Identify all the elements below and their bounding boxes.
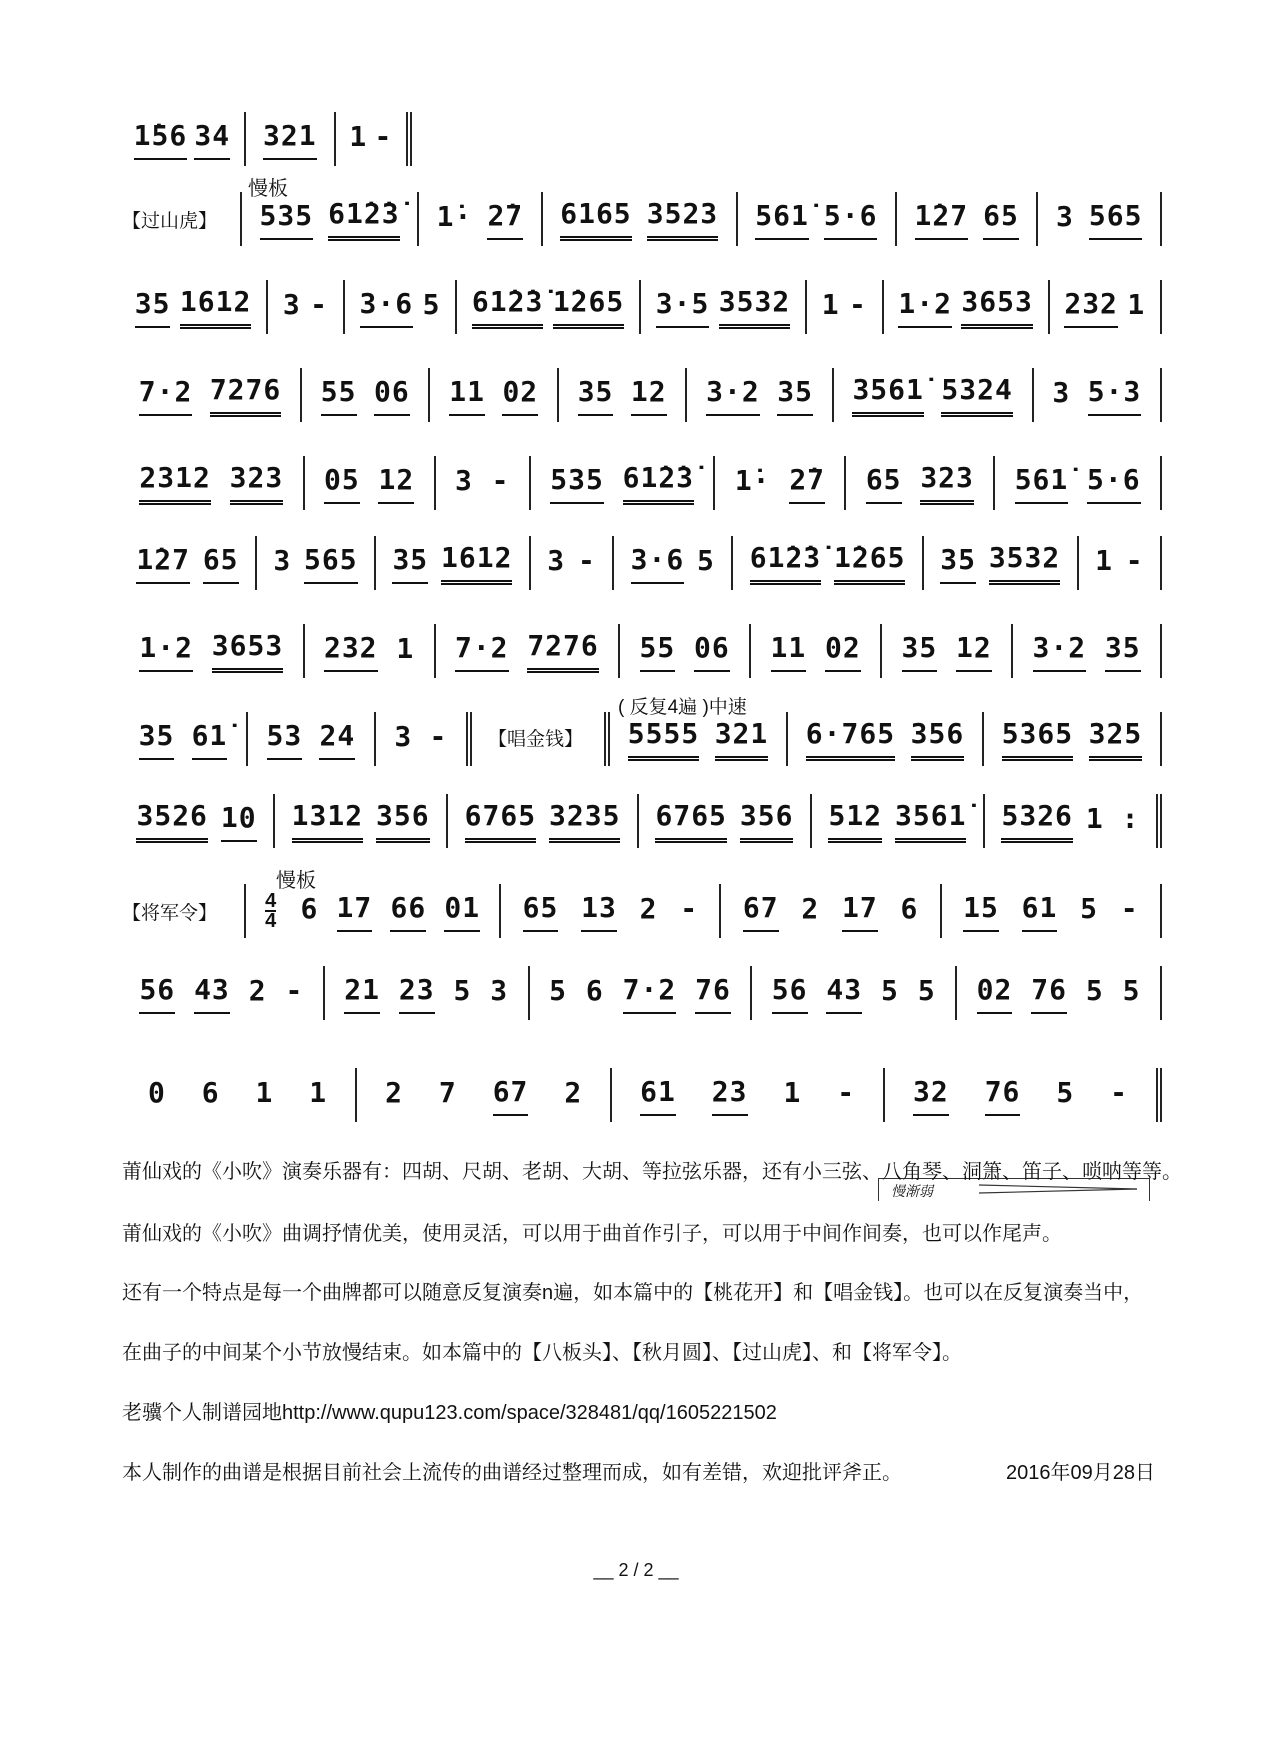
note-group: 2312 bbox=[139, 461, 210, 505]
note-group: 1 bbox=[396, 631, 415, 665]
note-group: 35 bbox=[940, 543, 976, 584]
measure bbox=[942, 884, 1162, 938]
note-group: 1̇27 bbox=[915, 199, 969, 240]
note-group: 35 bbox=[578, 375, 614, 416]
note-group: 65 bbox=[523, 891, 559, 932]
note-group: 55 bbox=[321, 375, 357, 416]
measure-row bbox=[120, 276, 1162, 338]
measure bbox=[721, 884, 941, 938]
note-group: 61 bbox=[1022, 891, 1058, 932]
note-group: 35 bbox=[139, 719, 175, 760]
note-group: 2 bbox=[564, 1075, 583, 1109]
note-group: 35 bbox=[777, 375, 813, 416]
measure-row bbox=[120, 962, 1162, 1024]
measure-row bbox=[120, 1064, 1162, 1126]
note-group: 24 bbox=[319, 719, 355, 760]
note-group: 3 bbox=[394, 719, 413, 753]
note-group: - bbox=[374, 119, 393, 153]
measure bbox=[752, 966, 957, 1020]
note-group: 5·6 bbox=[824, 199, 878, 240]
measure bbox=[751, 624, 882, 678]
page-number: __ 2 / 2 __ bbox=[593, 1560, 679, 1580]
measure bbox=[419, 192, 543, 246]
measure bbox=[641, 280, 807, 334]
note-group: 6 bbox=[900, 891, 919, 925]
note-group: 5 bbox=[422, 287, 441, 321]
note-group: 1612 bbox=[180, 285, 251, 329]
measure bbox=[738, 192, 897, 246]
score-line-2 bbox=[0, 172, 1272, 242]
note-group: 5365 bbox=[1002, 717, 1073, 761]
note-group: 61̇2̇3̇ bbox=[750, 541, 821, 585]
note-group: 6·765 bbox=[806, 717, 895, 761]
measure-row bbox=[120, 620, 1162, 682]
note-group: - bbox=[1110, 1075, 1128, 1109]
score-line-7 bbox=[0, 620, 1272, 690]
note-group: 565 bbox=[304, 543, 358, 584]
measure-row bbox=[604, 708, 1162, 770]
note-group: 2 bbox=[385, 1075, 403, 1109]
note-group: 0 bbox=[147, 1075, 166, 1109]
measure bbox=[305, 624, 436, 678]
note-group: 3 bbox=[273, 543, 292, 577]
measure bbox=[543, 192, 738, 246]
note-group: - bbox=[680, 891, 699, 925]
note-group: 2 bbox=[801, 891, 820, 925]
note-group: 3561̇ bbox=[895, 799, 966, 843]
note-group: 323 bbox=[920, 461, 974, 505]
note-group: 1·2 bbox=[139, 631, 193, 672]
measure bbox=[995, 456, 1162, 510]
measure bbox=[604, 712, 788, 766]
note-group: 3 bbox=[547, 543, 566, 577]
note-group: 3532 bbox=[989, 541, 1060, 585]
measure bbox=[924, 536, 1079, 590]
score-line-6 bbox=[0, 532, 1272, 602]
note-group: 61 bbox=[640, 1075, 676, 1116]
note-group: 1 bbox=[349, 119, 368, 153]
measure bbox=[531, 536, 614, 590]
measure-row bbox=[120, 364, 1162, 426]
measure bbox=[120, 966, 325, 1020]
note-group: 1̇265 bbox=[834, 541, 905, 585]
note-group: 3·6 bbox=[360, 287, 414, 328]
note-group: 7·2 bbox=[623, 973, 677, 1014]
note-group: - bbox=[1120, 891, 1139, 925]
note-paragraph: 在曲子的中间某个小节放慢结束。如本篇中的【八板头】、【秋月圆】、【过山虎】、和【将军令】。 bbox=[122, 1342, 962, 1364]
note-group: 7·2 bbox=[139, 375, 193, 416]
measure bbox=[436, 624, 621, 678]
note-group: 35 bbox=[135, 287, 171, 328]
measure bbox=[275, 794, 448, 848]
measure bbox=[448, 794, 639, 848]
note-group: 56 bbox=[139, 973, 175, 1014]
measure bbox=[120, 456, 305, 510]
measure bbox=[531, 456, 716, 510]
note-group: 3526 bbox=[136, 799, 207, 843]
measure bbox=[1050, 280, 1162, 334]
note-group: 61̇ bbox=[192, 719, 228, 760]
measure bbox=[885, 1068, 1162, 1122]
note-group: 15 bbox=[963, 891, 999, 932]
note-group: 561̇ bbox=[755, 199, 809, 240]
note-group: 535 bbox=[260, 199, 314, 240]
measure-row bbox=[120, 708, 472, 770]
time-signature bbox=[265, 892, 276, 930]
note-group: 561̇ bbox=[1015, 463, 1069, 504]
measure bbox=[120, 712, 248, 766]
note-group: 1̇· bbox=[734, 463, 771, 497]
note-group: 61̇2̇3̇ bbox=[623, 461, 694, 505]
note-group: 323 bbox=[230, 461, 284, 505]
measure-row bbox=[120, 532, 1162, 594]
note-group: 3653 bbox=[212, 629, 283, 673]
measure bbox=[501, 884, 721, 938]
measure-row bbox=[120, 790, 1162, 852]
note-group: 1·2 bbox=[898, 287, 952, 328]
note-group: 43 bbox=[826, 973, 862, 1014]
note-group: 1 bbox=[1127, 287, 1146, 321]
note-group: 5·3 bbox=[1088, 375, 1142, 416]
note-group: 65 bbox=[983, 199, 1019, 240]
note-group: 5324 bbox=[941, 373, 1012, 417]
note-group: 11 bbox=[771, 631, 807, 672]
note-group: 35 bbox=[392, 543, 428, 584]
note-group: 53 bbox=[267, 719, 303, 760]
note-group: 7276 bbox=[527, 629, 598, 673]
note-group: 5 bbox=[549, 973, 567, 1007]
measure-row bbox=[120, 452, 1162, 514]
measure bbox=[457, 280, 641, 334]
note-group: 321 bbox=[715, 717, 769, 761]
note-group: 1̇265 bbox=[553, 285, 624, 329]
note-group: 565 bbox=[1089, 199, 1143, 240]
measure bbox=[244, 884, 501, 938]
note-group: 6765 bbox=[465, 799, 536, 843]
note-group: 5 bbox=[453, 973, 472, 1007]
note-group: 61̇2̇3̇ bbox=[472, 285, 543, 329]
note-group: 02 bbox=[825, 631, 861, 672]
measure bbox=[345, 280, 457, 334]
note-group: 1̇27 bbox=[136, 543, 190, 584]
section-label: 【将军令】 bbox=[122, 903, 218, 924]
note-group: 2 bbox=[248, 973, 267, 1007]
note-group: 5 bbox=[1085, 973, 1104, 1007]
note-group: 76 bbox=[1031, 973, 1067, 1014]
note-group: 356 bbox=[376, 799, 430, 843]
note-group: 32 bbox=[913, 1075, 949, 1116]
note-group: - bbox=[429, 719, 448, 753]
measure bbox=[436, 456, 531, 510]
measure bbox=[120, 794, 275, 848]
measure bbox=[612, 1068, 885, 1122]
note-group: - bbox=[577, 543, 596, 577]
measure bbox=[882, 624, 1013, 678]
note-group: 232 bbox=[1064, 287, 1118, 328]
measure bbox=[687, 368, 833, 422]
note-group: 05 bbox=[324, 463, 360, 504]
note-group: 06 bbox=[374, 375, 410, 416]
date: 2016年09月28日 bbox=[1006, 1462, 1155, 1484]
note-group: 3 bbox=[1055, 199, 1074, 233]
note-group: 1 : bbox=[1085, 801, 1140, 835]
measure bbox=[1038, 192, 1162, 246]
note-group: 5 bbox=[1122, 973, 1141, 1007]
note-group: 356 bbox=[911, 717, 965, 761]
author-link[interactable]: 老骥个人制谱园地http://www.qupu123.com/space/328481/qq/1605221502 bbox=[122, 1402, 777, 1424]
measure bbox=[639, 794, 812, 848]
note-group: 3235 bbox=[549, 799, 620, 843]
note-group: 35 bbox=[1105, 631, 1141, 672]
measure bbox=[733, 536, 924, 590]
note-group: 56 bbox=[772, 973, 808, 1014]
note-group: 1̇56 bbox=[134, 119, 188, 160]
measure bbox=[336, 112, 412, 166]
measure bbox=[430, 368, 558, 422]
note-group: 6 bbox=[201, 1075, 220, 1109]
measure bbox=[120, 280, 268, 334]
note-group: 67 bbox=[743, 891, 779, 932]
measure bbox=[985, 794, 1162, 848]
note-group: 232 bbox=[324, 631, 378, 672]
measure bbox=[614, 536, 733, 590]
measure bbox=[376, 536, 531, 590]
note-group: - bbox=[1125, 543, 1144, 577]
measure bbox=[812, 794, 985, 848]
note-group: 7·2 bbox=[455, 631, 509, 672]
measure bbox=[325, 966, 530, 1020]
note-group: 1612 bbox=[441, 541, 512, 585]
note-group: 7276 bbox=[210, 373, 281, 417]
measure bbox=[120, 112, 246, 166]
note-group: 535 bbox=[550, 463, 604, 504]
measure bbox=[120, 536, 257, 590]
measure bbox=[305, 456, 436, 510]
note-group: 5 bbox=[917, 973, 936, 1007]
dim-marking: 慢渐弱 bbox=[891, 1183, 933, 1199]
note-group: 5 bbox=[697, 543, 715, 577]
measure-row bbox=[120, 108, 412, 170]
note-group: 3532 bbox=[719, 285, 790, 329]
note-group: 10 bbox=[221, 801, 257, 842]
note-group: 7 bbox=[438, 1075, 457, 1109]
measure bbox=[1034, 368, 1162, 422]
measure bbox=[559, 368, 687, 422]
repeat-tempo-note: ( 反复4遍 )中速 bbox=[618, 697, 747, 718]
note-group: 1̇· bbox=[436, 199, 473, 233]
note-group: - bbox=[849, 287, 867, 321]
measure bbox=[984, 712, 1162, 766]
note-group: 12 bbox=[378, 463, 414, 504]
measure bbox=[834, 368, 1034, 422]
note-group: 6165 bbox=[560, 197, 631, 241]
measure bbox=[884, 280, 1050, 334]
note-group: 35 bbox=[902, 631, 938, 672]
note-group: 23 bbox=[399, 973, 435, 1014]
note-group: 13 bbox=[581, 891, 617, 932]
note-group: 12 bbox=[631, 375, 667, 416]
note-group: 3 bbox=[282, 287, 301, 321]
tempo-marking: 慢板 bbox=[248, 178, 288, 200]
measure bbox=[120, 1068, 357, 1122]
note-group: - bbox=[310, 287, 329, 321]
note-group: 1 bbox=[783, 1075, 802, 1109]
note-group: 3 bbox=[1052, 375, 1071, 409]
measure bbox=[120, 368, 302, 422]
note-group: 23 bbox=[712, 1075, 748, 1116]
note-group: 21 bbox=[344, 973, 380, 1014]
measure bbox=[788, 712, 984, 766]
note-group: 2̇7 bbox=[487, 199, 523, 240]
note-group: 1 bbox=[309, 1075, 328, 1109]
note-group: 66 bbox=[390, 891, 426, 932]
score-line-5 bbox=[0, 452, 1272, 522]
section-label: 【过山虎】 bbox=[122, 211, 218, 232]
note-group: 5555 bbox=[628, 717, 699, 761]
note-group: 55 bbox=[640, 631, 676, 672]
note-group: 3523 bbox=[647, 197, 718, 241]
score-line-8 bbox=[0, 692, 1272, 762]
meter-top: 4 bbox=[265, 890, 277, 912]
note-group: 65 bbox=[866, 463, 902, 504]
note-group: - bbox=[837, 1075, 856, 1109]
score-line-11 bbox=[0, 962, 1272, 1032]
score-line-12 bbox=[0, 1064, 1272, 1134]
note-group: 76 bbox=[695, 973, 731, 1014]
measure bbox=[240, 192, 419, 246]
measure bbox=[302, 368, 430, 422]
measure-row bbox=[244, 880, 1162, 942]
note-group: 3 bbox=[490, 973, 509, 1007]
page-number-text: 2 / 2 bbox=[618, 1560, 654, 1580]
measure bbox=[1079, 536, 1162, 590]
note-group: 01 bbox=[444, 891, 480, 932]
note-group: 3·2 bbox=[706, 375, 760, 416]
note-group: 6 bbox=[585, 973, 604, 1007]
note-group: 5326 bbox=[1001, 799, 1072, 843]
measure bbox=[268, 280, 345, 334]
measure bbox=[246, 112, 336, 166]
measure bbox=[957, 966, 1162, 1020]
measure bbox=[357, 1068, 612, 1122]
disclaimer: 本人制作的曲谱是根据目前社会上流传的曲谱经过整理而成，如有差错，欢迎批评斧正。 bbox=[122, 1462, 902, 1484]
measure bbox=[120, 624, 305, 678]
note-group: 5 bbox=[1056, 1075, 1075, 1109]
note-paragraph: 莆仙戏的《小吹》演奏乐器有：四胡、尺胡、老胡、大胡、等拉弦乐器，还有小三弦、八角琴、洞箫、笛子、唢呐等等。 bbox=[122, 1161, 1182, 1183]
note-group: 65 bbox=[203, 543, 239, 584]
tempo-marking: 慢板 bbox=[276, 870, 316, 892]
note-group: 5 bbox=[1080, 891, 1098, 925]
note-group: 3·5 bbox=[656, 287, 710, 328]
measure bbox=[376, 712, 472, 766]
note-group: 76 bbox=[985, 1075, 1021, 1116]
note-group: 3 bbox=[454, 463, 473, 497]
note-group: 1 bbox=[821, 287, 840, 321]
note-group: 02 bbox=[977, 973, 1013, 1014]
note-group: 17 bbox=[337, 891, 373, 932]
section-label: 【唱金钱】 bbox=[488, 729, 584, 750]
measure bbox=[807, 280, 884, 334]
note-group: 325 bbox=[1089, 717, 1143, 761]
note-group: 02 bbox=[502, 375, 538, 416]
note-group: 61̇2̇3̇ bbox=[328, 197, 399, 241]
note-group: 1 bbox=[255, 1075, 274, 1109]
note-group: 2 bbox=[639, 891, 658, 925]
note-group: 11 bbox=[449, 375, 485, 416]
note-group: 1 bbox=[1095, 543, 1113, 577]
note-group: 3653 bbox=[961, 285, 1032, 329]
note-group: - bbox=[491, 463, 510, 497]
score-line-3 bbox=[0, 276, 1272, 346]
score-line-9 bbox=[0, 790, 1272, 860]
score-line-4 bbox=[0, 364, 1272, 434]
note-group: 67 bbox=[493, 1075, 529, 1116]
measure bbox=[620, 624, 751, 678]
note-group: 356 bbox=[740, 799, 794, 843]
measure bbox=[715, 456, 846, 510]
note-group: 512 bbox=[828, 799, 882, 843]
measure bbox=[897, 192, 1038, 246]
measure bbox=[846, 456, 995, 510]
note-group: 43 bbox=[194, 973, 230, 1014]
note-group: 3·2 bbox=[1033, 631, 1087, 672]
note-group: 6 bbox=[300, 891, 319, 925]
note-group: 321 bbox=[263, 119, 317, 160]
note-group: 6765 bbox=[655, 799, 726, 843]
note-group: - bbox=[285, 973, 304, 1007]
note-group: 3561̇ bbox=[852, 373, 923, 417]
score-line-1 bbox=[0, 108, 1272, 178]
note-paragraph: 莆仙戏的《小吹》曲调抒情优美，使用灵活，可以用于曲首作引子，可以用于中间作间奏，也可以作尾声。 bbox=[122, 1223, 1062, 1245]
note-group: 2̇7 bbox=[789, 463, 825, 504]
note-group: 06 bbox=[694, 631, 730, 672]
note-group: 1312 bbox=[292, 799, 363, 843]
note-group: 3·6 bbox=[631, 543, 685, 584]
note-group: 12 bbox=[956, 631, 992, 672]
note-group: 17 bbox=[842, 891, 878, 932]
note-paragraph: 还有一个特点是每一个曲牌都可以随意反复演奏n遍，如本篇中的【桃花开】和【唱金钱】。也可以在反复演奏当中， bbox=[122, 1282, 1144, 1304]
note-group: 5·6 bbox=[1087, 463, 1141, 504]
measure bbox=[248, 712, 376, 766]
measure-row bbox=[240, 188, 1162, 250]
measure bbox=[1013, 624, 1162, 678]
measure bbox=[530, 966, 753, 1020]
measure bbox=[257, 536, 376, 590]
note-group: 5 bbox=[881, 973, 899, 1007]
meter-bottom: 4 bbox=[265, 910, 277, 932]
score-line-10 bbox=[0, 864, 1272, 934]
note-group: 34 bbox=[194, 119, 230, 160]
